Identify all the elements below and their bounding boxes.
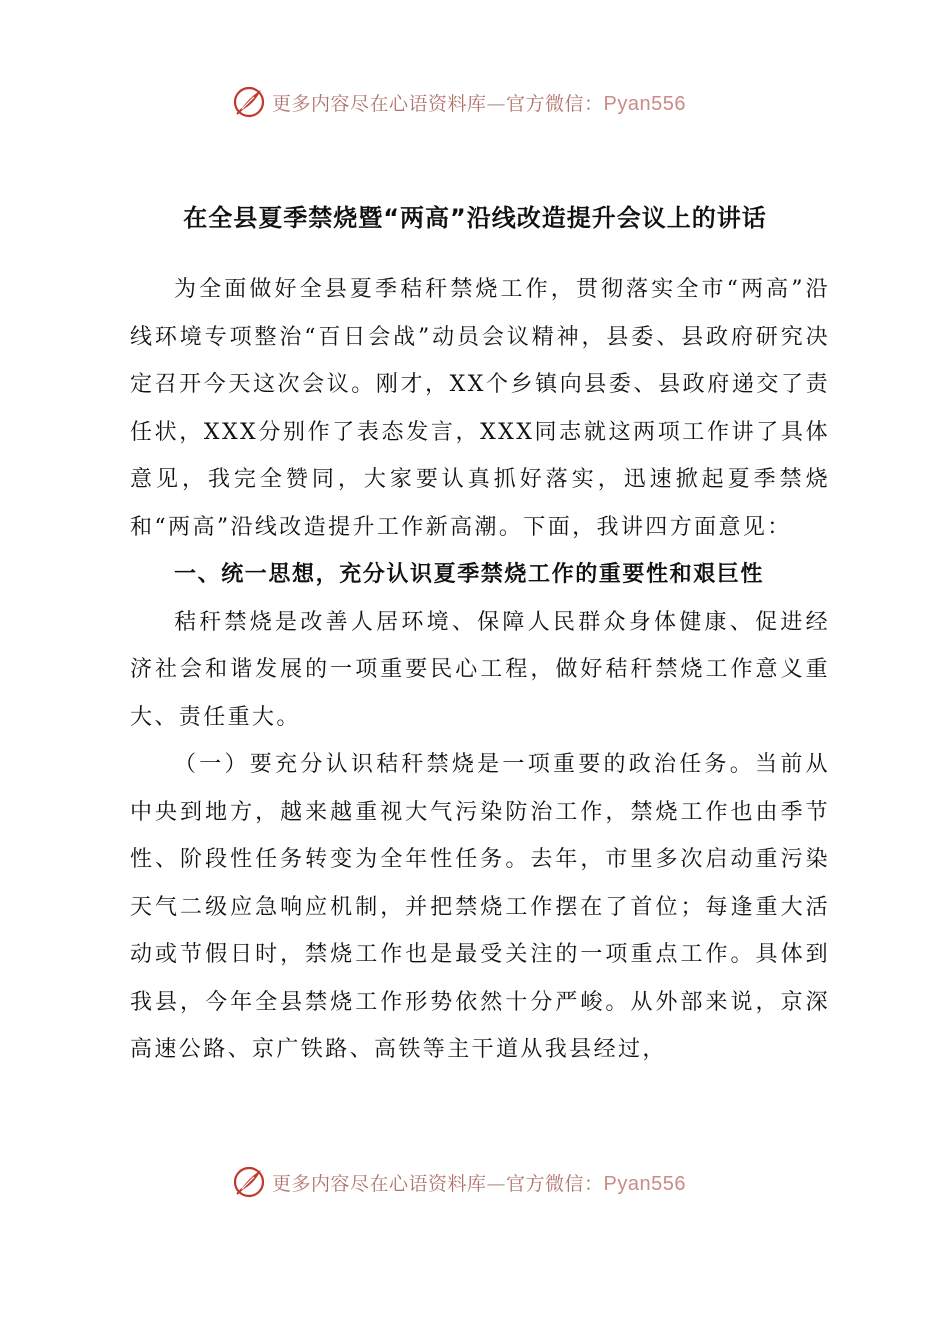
- paragraph-subsection-1: （一）要充分认识秸秆禁烧是一项重要的政治任务。当前从中央到地方，越来越重视大气污染防治工作，禁烧工作也由季节性、阶段性任务转变为全年性任务。去年，市里多次启动重污染天气二级应急响应机制，并把禁烧工作摆在了首位；每逢重大活动或节假日时，禁烧工作也是最受关注的一项重点工作。具体到我县，今年全县禁烧工作形势依然十分严峻。从外部来说，京深高速公路、京广铁路、高铁等主干道从我县经过，: [130, 752, 830, 1062]
- watermark-banner-top: [232, 84, 686, 120]
- paragraph-section-1-intro: 秸秆禁烧是改善人居环境、保障人民群众身体健康、促进经济社会和谐发展的一项重要民心工程，做好秸秆禁烧工作意义重大、责任重大。: [130, 609, 830, 730]
- watermark-banner-bottom: [232, 1164, 686, 1200]
- quill-logo-icon: [232, 1165, 266, 1199]
- paragraph-intro: 为全面做好全县夏季秸秆禁烧工作，贯彻落实全市“两高”沿线环境专项整治“百日会战”动员会议精神，县委、县政府研究决定召开今天这次会议。刚才，XX个乡镇向县委、县政府递交了责任状，XXX分别作了表态发言，XXX同志就这两项工作讲了具体意见，我完全赞同，大家要认真抓好落实，迅速掀起夏季禁烧和“两高”沿线改造提升工作新高潮。下面，我讲四方面意见：: [130, 277, 830, 540]
- watermark-text: 更多内容尽在心语资料库—官方微信：Pyan556: [272, 1172, 686, 1195]
- document-body: [130, 266, 830, 1074]
- quill-logo-icon: [232, 85, 266, 119]
- document-title: 在全县夏季禁烧暨“两高”沿线改造提升会议上的讲话: [183, 204, 767, 232]
- watermark-text: 更多内容尽在心语资料库—官方微信：Pyan556: [272, 92, 686, 115]
- section-heading-1: 一、统一思想，充分认识夏季禁烧工作的重要性和艰巨性: [174, 562, 765, 587]
